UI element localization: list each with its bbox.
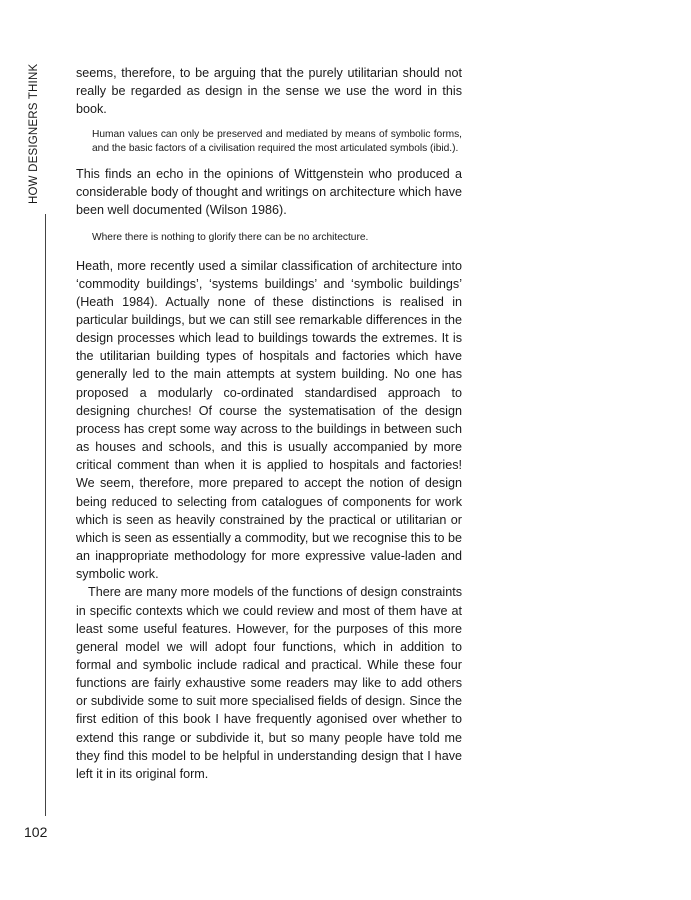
page-number: 102 [24,824,48,840]
block-quote-2: Where there is nothing to glorify there can be no architecture. [92,232,369,244]
margin-rule [45,214,46,816]
paragraph-2: This finds an echo in the opinions of Wittgenstein who produced a considerable body of thought and writings on architecture which have been well documented (Wilson 1986). [76,166,462,218]
body-text [76,64,462,783]
paragraph-1: seems, therefore, to be arguing that the purely utilitarian should not really be regarded as design in the sense we use the word in this book. [76,66,462,117]
paragraph-4: There are many more models of the functions of design constraints in specific contexts which we could review and most of them have at least some useful features. However, for the purposes of this more general model we will adopt four functions, which in addition to formal and symbolic include radical and practical. While these four functions are fairly exhaustive some readers may like to add others or subdivide some to suit more specialised fields of design. Since the first edition of this book I have frequently agonised over whether to extend this range or subdivide it, but so many people have told me they find this model to be helpful in understanding design that I have left it in its original form. [76,585,462,781]
running-head [26,64,42,204]
block-quote-1: Human values can only be preserved and mediated by means of symbolic forms, and the basic factors of a civilisation required the most articulated symbols (ibid.). [92,129,462,154]
paragraph-3: Heath, more recently used a similar classification of architecture into ‘commodity buildings’, ‘systems buildings’ and ‘symbolic buildings’ (Heath 1984). Actually none of these distinctions is realised in particular buildings, but we can still see remarkable differences in the design processes which lead to buildings towards the extremes. It is the utilitarian building types of hospitals and factories which have generally led to the main attempts at system building. No one has proposed a modularly co-ordinated standardised approach to designing churches! Of course the systematisation of the design process has crept some way across to the buildings in between such as houses and schools, and this is usually accompanied by more critical comment than when it is applied to hospitals and factories! We seem, therefore, more prepared to accept the notion of design being reduced to selecting from catalogues of components for work which is seen as heavily constrained by the practical or utilitarian or which is seen as essentially a commodity, but we recognise this to be an inappropriate methodology for more expressive value-laden and symbolic work. [76,258,462,582]
running-head-text: HOW DESIGNERS THINK [28,63,40,204]
